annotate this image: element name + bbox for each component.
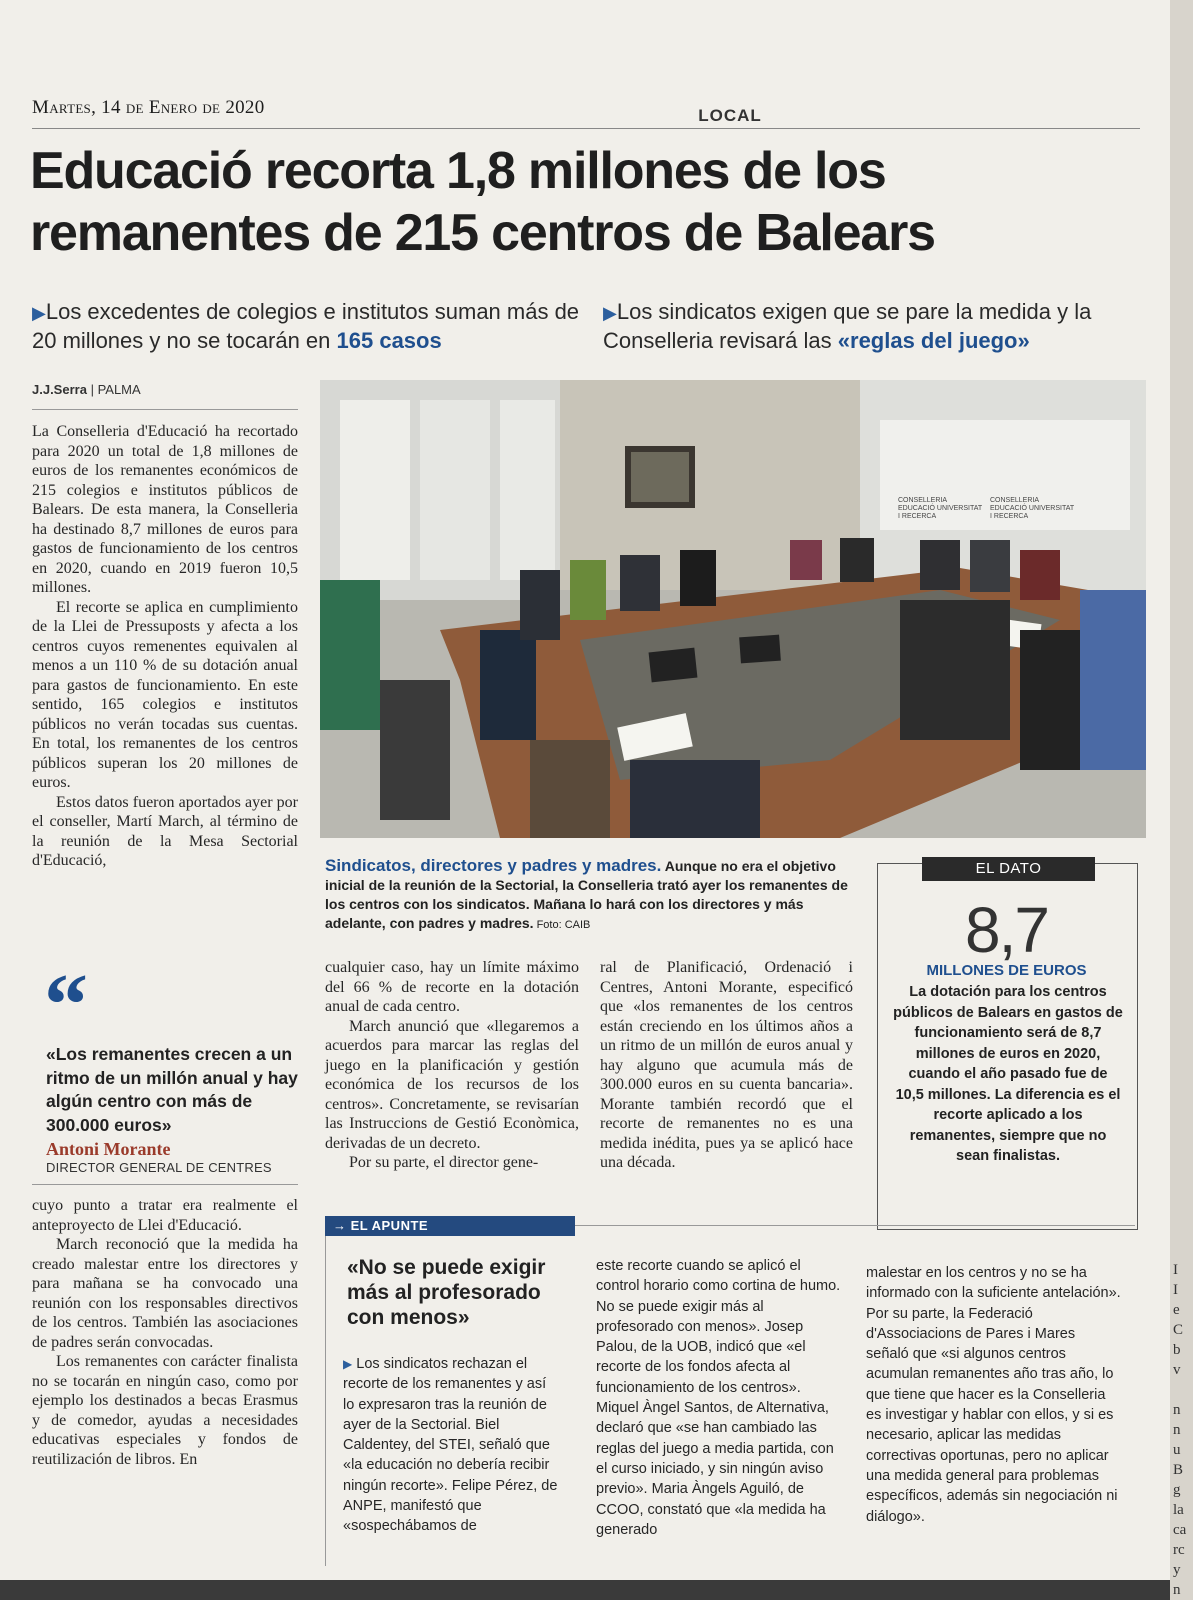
header-rule	[32, 128, 1140, 129]
headline	[30, 140, 1150, 264]
headline-line-1: Educació recorta 1,8 millones de los	[30, 142, 886, 200]
apunte-column-1	[343, 1354, 558, 1537]
article-paragraph: March anunció que «llegaremos a acuerdos para marcar las reglas del juego en la planificación y gestión económica de los recursos de los centros». Concretamente, se revisarían las Instruccions de Gestió Econòmica, derivadas de un decreto.	[325, 1017, 579, 1152]
wall-sign-2: CONSELLERIA EDUCACIÓ UNIVERSITAT I RECERCA	[990, 497, 1075, 520]
data-box-tab: EL DATO	[922, 857, 1095, 881]
byline	[32, 382, 141, 397]
pull-quote-rule	[32, 1184, 298, 1185]
data-box-number: 8,7	[965, 894, 1048, 966]
byline-location: PALMA	[97, 382, 141, 397]
apunte-column-3	[866, 1263, 1121, 1527]
meeting-photo-illustration	[320, 380, 1146, 838]
headline-line-2: remanentes de 215 centros de Balears	[30, 204, 935, 262]
article-paragraph: cualquier caso, hay un límite máximo del 66 % de recorte en la dotación anual de cada centro.	[325, 959, 579, 1015]
apunte-rule	[575, 1225, 1135, 1226]
triangle-bullet-icon: ▶	[32, 303, 46, 323]
article-paragraph: Por su parte, el director gene-	[349, 1154, 539, 1171]
apunte-tab: → EL APUNTE	[325, 1216, 575, 1236]
apunte-column-2	[596, 1256, 844, 1540]
subheadline-left	[32, 298, 592, 355]
byline-rule	[32, 409, 298, 410]
pull-quote-role: DIRECTOR GENERAL DE CENTRES	[46, 1160, 272, 1175]
article-column-3	[600, 958, 853, 1173]
byline-author: J.J.Serra	[32, 382, 87, 397]
caption-text: Aunque no era el objetivo inicial de la reunión de la Sectorial, la Conselleria trató ayer los remanentes de los centros con los sindicatos. Mañana lo hará con los directores y más adelante, con padres y madres.	[325, 858, 848, 931]
meeting-photo	[320, 380, 1146, 838]
apunte-title: «No se puede exigir más al profesorado con menos»	[347, 1256, 546, 1329]
article-paragraph: El recorte se aplica en cumplimiento de la Llei de Pressuposts y afecta a los centros cuyos remenentes equivalen al menos a un 110 % de su dotación anual para gastos de funcionamiento. En este sentido, 165 colegios e institutos públicos no verán tocadas sus cuentas. En total, los remanentes de los centros públicos superan los 20 millones de euros.	[32, 598, 298, 791]
pull-quote: «Los remanentes crecen a un ritmo de un millón anual y hay algún centro con más de 300.000 euros»	[46, 1044, 298, 1135]
article-column-1-top	[32, 422, 298, 871]
subheadline-right-highlight: «reglas del juego»	[837, 328, 1030, 353]
caption-lead: Sindicatos, directores y padres y madres.	[325, 856, 662, 875]
article-paragraph: Estos datos fueron aportados ayer por el conseller, Martí March, al término de la reunión de la Mesa Sectorial d'Educació,	[32, 793, 298, 869]
article-paragraph: cuyo punto a tratar era realmente el anteproyecto de Llei d'Educació.	[32, 1197, 298, 1234]
data-box-text: La dotación para los centros públicos de Balears en gastos de funcionamiento será de 8,7 millones de euros en 2020, cuando el año pasado fue de 10,5 millones. La diferencia es el recorte aplicado a los remanentes, siempre que no sean finalistas.	[893, 984, 1123, 1164]
adjacent-page-edge	[1170, 0, 1193, 1600]
article-paragraph: March reconoció que la medida ha creado malestar entre los directores y para mañana se ha convocado una reunión con los responsables directivos de los centros. También las asociaciones de padres serán convocadas.	[32, 1236, 298, 1351]
data-box-unit: MILLONES DE EUROS	[926, 962, 1087, 979]
article-paragraph: ral de Planificació, Ordenació i Centres, Antoni Morante, especificó que «los remanentes de los centros están creciendo en los últimos años a un ritmo de un millón de euros anual y hay alguno que acumula más de 300.000 euros en su cuenta bancaria». Morante también recordó que el recorte de remanentes no es una medida inédita, pues ya se aplicó hace una década.	[600, 959, 853, 1171]
wall-sign-1: CONSELLERIA EDUCACIÓ UNIVERSITAT I RECERCA	[898, 497, 983, 520]
apunte-column-2-text: este recorte cuando se aplicó el control horario como cortina de humo. No se puede exigir más al profesorado con menos». Josep Palou, de la UOB, indicó que «el recorte de los fondos afecta al funcionamiento de los centros». Miquel Àngel Santos, de Alternativa, declaró que «se han cambiado las reglas del juego a media partida, con el curso iniciado, y sin ningún aviso previo». Maria Àngels Aguiló, de CCOO, constató que «la medida ha generado	[596, 1258, 841, 1538]
article-paragraph: Los remanentes con carácter finalista no se tocarán en ningún caso, como por ejemplo los destinados a becas Erasmus y de comedor, ayudas a necesidades educativas especiales y fondos de reutilización de libros. En	[32, 1353, 298, 1468]
issue-date: Martes, 14 de Enero de 2020	[32, 97, 265, 118]
photo-credit: Foto: CAIB	[533, 919, 591, 931]
photo-caption	[325, 856, 865, 935]
triangle-bullet-icon: ▶	[343, 1357, 353, 1371]
section-label: LOCAL	[698, 106, 762, 125]
article-column-1-bottom	[32, 1196, 298, 1469]
subheadline-left-text: Los excedentes de colegios e institutos suman más de 20 millones y no se tocarán en	[32, 299, 580, 353]
article-column-2	[325, 958, 579, 1173]
subheadline-right-text: Los sindicatos exigen que se pare la medida y la Conselleria revisará las	[603, 299, 1092, 353]
pull-quote-author: Antoni Morante	[46, 1139, 171, 1159]
apunte-column-1-text: Los sindicatos rechazan el recorte de los remanentes y así lo expresaron tras la reunión de ayer de la Sectorial. Biel Caldentey, del STEI, señaló que «la educación no debería recibir ningún recorte». Felipe Pérez, de ANPE, manifestó que «sospechábamos de	[343, 1356, 558, 1535]
byline-separator: |	[90, 382, 94, 397]
triangle-bullet-icon: ▶	[603, 303, 617, 323]
subheadline-left-highlight: 165 casos	[336, 328, 442, 353]
bottom-band	[0, 1580, 1170, 1600]
apunte-column-3-text: malestar en los centros y no se ha informado con la suficiente antelación». Por su parte, la Federació d'Associacions de Pares i Mares señaló que «si algunos centros acumulan remanentes año tras año, lo que tiene que hacer es la Conselleria es investigar y hablar con ellos, y si es necesario, aplicar las medidas correctivas oportunas, pero no aplicar una medida general para problemas específicos, además sin negociación ni diálogo».	[866, 1265, 1121, 1525]
quote-mark-icon: “	[44, 957, 88, 1054]
adjacent-page-fragment: I I e C b v n n u B g la ca rc y n	[1173, 1262, 1187, 1598]
subheadline-right	[603, 298, 1143, 355]
apunte-side-rule	[325, 1236, 326, 1566]
article-paragraph: La Conselleria d'Educació ha recortado para 2020 un total de 1,8 millones de euros de los remanentes económicos de 215 colegios e institutos públicos de Balears. De esta manera, la Conselleria ha destinado 8,7 millones de euros para gastos de funcionamiento de los centros en 2020, cuando en 2019 fueron 10,5 millones.	[32, 423, 298, 596]
